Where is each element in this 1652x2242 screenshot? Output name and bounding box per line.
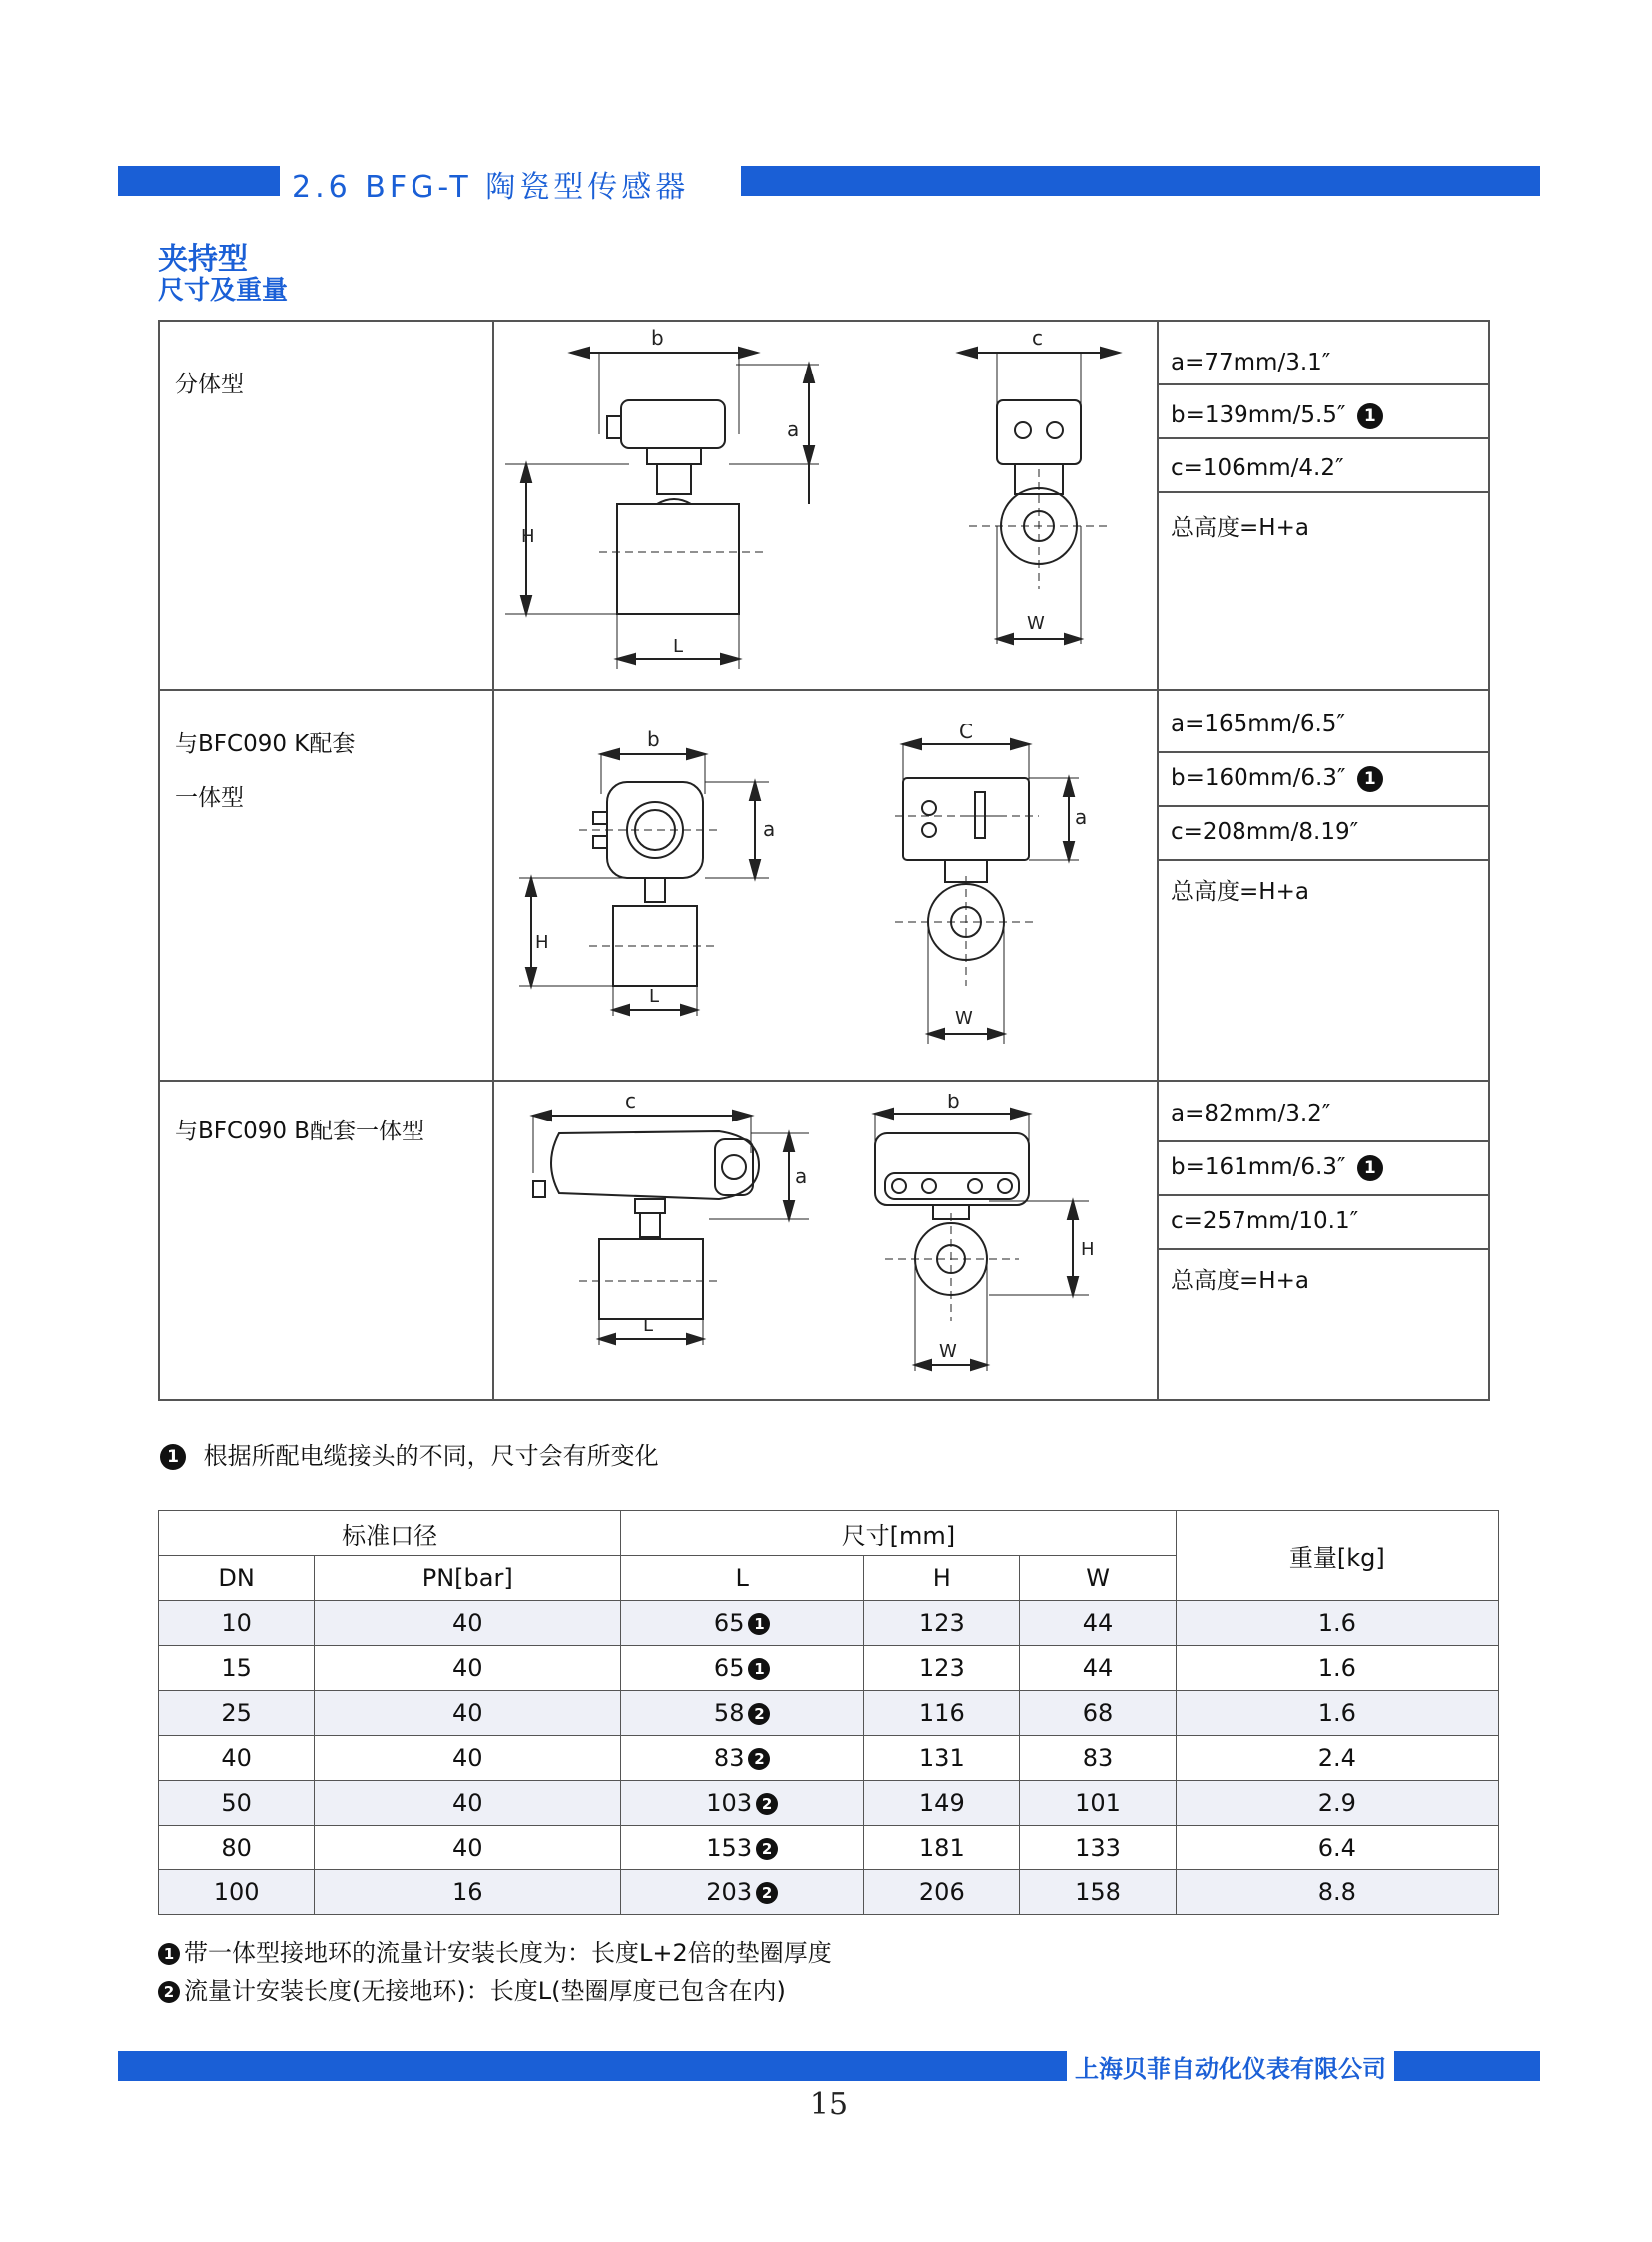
block3-name: 与BFC090 B配套一体型 xyxy=(175,1119,425,1144)
cell-l: 103 2 xyxy=(621,1781,864,1826)
cell-h: 181 xyxy=(864,1826,1020,1870)
dim-label: a xyxy=(763,817,776,841)
cell-h: 123 xyxy=(864,1601,1020,1646)
table-row xyxy=(159,1736,1499,1781)
drawing-compact-k-side xyxy=(509,724,799,1024)
cell-kg: 1.6 xyxy=(1176,1601,1498,1646)
subtitle: 夹持型 xyxy=(158,242,248,277)
cell-l: 153 2 xyxy=(621,1826,864,1870)
footnote-mark: 2 xyxy=(158,1981,180,2003)
header-bar-right xyxy=(741,166,1540,196)
cell-kg: 1.6 xyxy=(1176,1691,1498,1736)
spec-c: c=208mm/8.19″ xyxy=(1171,819,1359,845)
cell-dn: 50 xyxy=(159,1781,315,1826)
cell-h: 123 xyxy=(864,1646,1020,1691)
spec-c: c=106mm/4.2″ xyxy=(1171,455,1344,481)
dim-label: b xyxy=(647,727,660,751)
drawing-compact-b-side xyxy=(519,1094,829,1358)
cell-l: 58 2 xyxy=(621,1691,864,1736)
cell-l: 203 2 xyxy=(621,1870,864,1915)
table-row xyxy=(159,1601,1499,1646)
cell-h: 116 xyxy=(864,1691,1020,1736)
block2-name-line2: 一体型 xyxy=(175,785,244,811)
dim-label: H xyxy=(535,932,549,953)
dim-label: H xyxy=(521,526,535,547)
drawing-compact-k-front xyxy=(879,724,1099,1054)
footnote-mark: 1 xyxy=(158,1943,180,1965)
footnote-mark: 1 xyxy=(748,1613,770,1635)
cable-note: 1 根据所配电缆接头的不同，尺寸会有所变化 xyxy=(160,1436,659,1471)
note-mark: 1 xyxy=(1357,403,1383,429)
cell-w: 44 xyxy=(1020,1646,1176,1691)
table-row xyxy=(159,1826,1499,1870)
note-mark: 1 xyxy=(1357,766,1383,792)
cell-h: 131 xyxy=(864,1736,1020,1781)
dim-label: L xyxy=(643,1315,654,1336)
footnote-mark: 2 xyxy=(756,1793,778,1815)
drawing-remote-front xyxy=(949,325,1129,654)
cell-dn: 25 xyxy=(159,1691,315,1736)
footnote-mark: 1 xyxy=(748,1658,770,1680)
dim-label: a xyxy=(795,1164,808,1188)
note-mark: 1 xyxy=(160,1444,186,1470)
cell-dn: 40 xyxy=(159,1736,315,1781)
header-bar-left xyxy=(118,166,280,196)
cell-dn: 100 xyxy=(159,1870,315,1915)
dim-label: C xyxy=(959,724,973,743)
col-pn: PN[bar] xyxy=(315,1556,621,1601)
spec-b: b=161mm/6.3″ 1 xyxy=(1171,1154,1383,1181)
cell-w: 44 xyxy=(1020,1601,1176,1646)
dim-label: a xyxy=(1075,805,1088,829)
dim-label: W xyxy=(939,1341,957,1362)
page-number: 15 xyxy=(809,2087,849,2122)
dim-label: c xyxy=(625,1094,636,1113)
dim-label: W xyxy=(955,1008,973,1029)
cell-pn: 40 xyxy=(315,1826,621,1870)
drawing-remote-side xyxy=(499,325,819,684)
cell-kg: 8.8 xyxy=(1176,1870,1498,1915)
dim-label: L xyxy=(673,636,684,657)
cell-w: 101 xyxy=(1020,1781,1176,1826)
spec-total-height: 总高度=H+a xyxy=(1171,879,1309,905)
company-name: 上海贝菲自动化仪表有限公司 xyxy=(1067,2049,1394,2084)
drawing-compact-b-front xyxy=(859,1094,1119,1383)
dim-label: L xyxy=(649,986,660,1007)
cell-kg: 2.9 xyxy=(1176,1781,1498,1826)
footnote-1: 1 带一体型接地环的流量计安装长度为：长度L+2倍的垫圈厚度 xyxy=(158,1933,832,1968)
cell-kg: 2.4 xyxy=(1176,1736,1498,1781)
subsubtitle: 尺寸及重量 xyxy=(158,276,289,306)
header-dims: 尺寸[mm] xyxy=(621,1511,1176,1556)
footnote-mark: 2 xyxy=(756,1838,778,1860)
footnote-2: 2 流量计安装长度(无接地环)：长度L(垫圈厚度已包含在内) xyxy=(158,1971,786,2006)
footnote-mark: 2 xyxy=(756,1882,778,1904)
footnote-mark: 2 xyxy=(748,1703,770,1725)
block2-name-line1: 与BFC090 K配套 xyxy=(175,731,356,757)
spec-b: b=139mm/5.5″ 1 xyxy=(1171,402,1383,429)
cell-w: 68 xyxy=(1020,1691,1176,1736)
cell-w: 83 xyxy=(1020,1736,1176,1781)
note-mark: 1 xyxy=(1357,1155,1383,1181)
section-title: 2.6 BFG-T 陶瓷型传感器 xyxy=(292,170,690,205)
cell-pn: 40 xyxy=(315,1646,621,1691)
col-w: W xyxy=(1020,1556,1176,1601)
cell-w: 133 xyxy=(1020,1826,1176,1870)
table-row xyxy=(159,1691,1499,1736)
spec-a: a=77mm/3.1″ xyxy=(1171,350,1331,375)
cell-pn: 16 xyxy=(315,1870,621,1915)
dim-label: a xyxy=(787,417,800,441)
dim-label: W xyxy=(1027,613,1045,634)
dim-label: b xyxy=(651,326,664,350)
cell-w: 158 xyxy=(1020,1870,1176,1915)
col-l: L xyxy=(621,1556,864,1601)
cell-pn: 40 xyxy=(315,1736,621,1781)
footnote-mark: 2 xyxy=(748,1748,770,1770)
cell-kg: 6.4 xyxy=(1176,1826,1498,1870)
cell-dn: 10 xyxy=(159,1601,315,1646)
col-dn: DN xyxy=(159,1556,315,1601)
spec-b: b=160mm/6.3″ 1 xyxy=(1171,765,1383,792)
header-weight: 重量[kg] xyxy=(1176,1511,1498,1601)
cell-pn: 40 xyxy=(315,1601,621,1646)
cell-kg: 1.6 xyxy=(1176,1646,1498,1691)
spec-c: c=257mm/10.1″ xyxy=(1171,1208,1359,1234)
cell-h: 206 xyxy=(864,1870,1020,1915)
col-h: H xyxy=(864,1556,1020,1601)
spec-total-height: 总高度=H+a xyxy=(1171,1268,1309,1294)
table-row xyxy=(159,1646,1499,1691)
table-row xyxy=(159,1870,1499,1915)
cell-dn: 15 xyxy=(159,1646,315,1691)
spec-total-height: 总高度=H+a xyxy=(1171,515,1309,541)
cell-pn: 40 xyxy=(315,1691,621,1736)
spec-a: a=82mm/3.2″ xyxy=(1171,1101,1331,1126)
dim-label: b xyxy=(947,1094,960,1113)
header-nominal: 标准口径 xyxy=(159,1511,621,1556)
cell-l: 65 1 xyxy=(621,1646,864,1691)
dim-label: H xyxy=(1081,1239,1095,1260)
cell-l: 83 2 xyxy=(621,1736,864,1781)
spec-a: a=165mm/6.5″ xyxy=(1171,711,1345,737)
cell-pn: 40 xyxy=(315,1781,621,1826)
dim-label: c xyxy=(1032,326,1043,350)
dimension-table xyxy=(158,1510,1499,1915)
table-row xyxy=(159,1781,1499,1826)
cell-l: 65 1 xyxy=(621,1601,864,1646)
block1-name: 分体型 xyxy=(175,372,244,397)
cell-h: 149 xyxy=(864,1781,1020,1826)
cell-dn: 80 xyxy=(159,1826,315,1870)
